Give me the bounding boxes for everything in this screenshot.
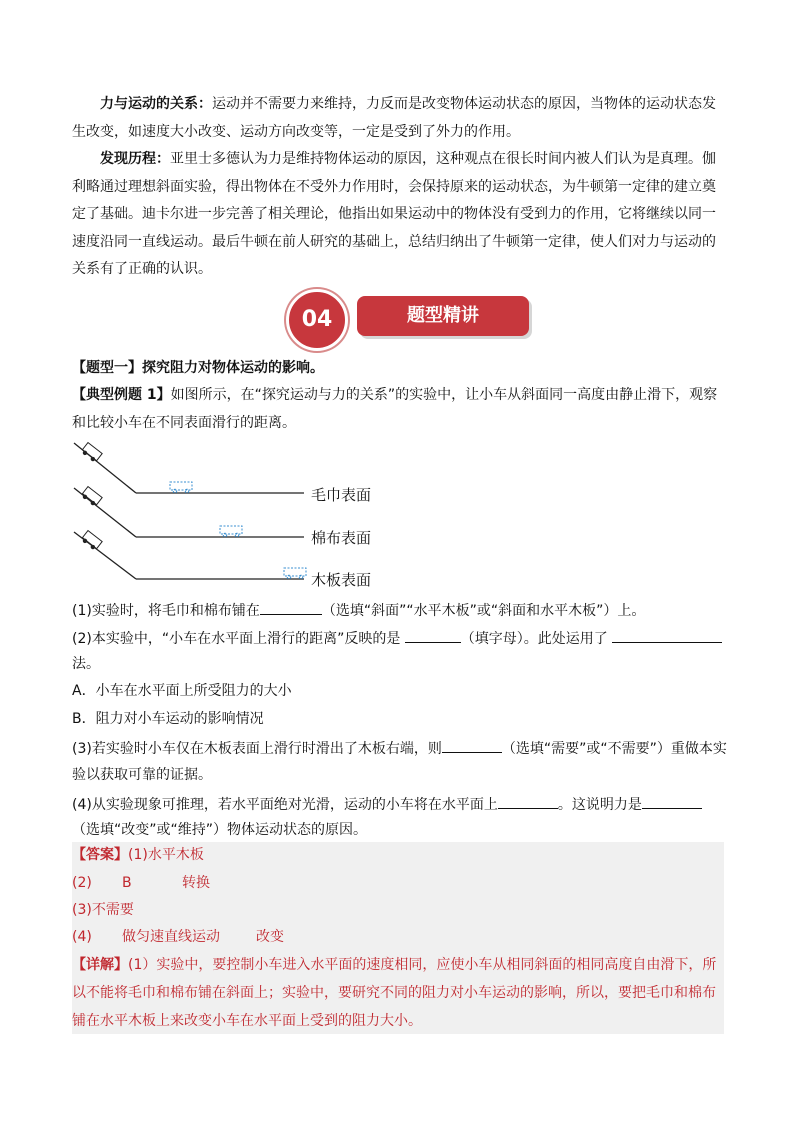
q2-answer-blank-2 — [612, 627, 722, 643]
ramp-incline-2 — [74, 488, 136, 537]
question-2-tail: 法。 — [72, 656, 100, 672]
detail-label: 【详解】 — [72, 957, 128, 973]
example-stem-line-2: 和比较小车在不同表面滑行的距离。 — [72, 415, 296, 431]
detail-line-1 — [72, 955, 716, 975]
car-on-ramp-1 — [80, 443, 102, 464]
intro-text-2: 亚里士多德认为力是维持物体运动的原因，这种观点在很长时间内被人们认为是真理。伽利略通过理想斜面实验，得出物体在不受外力作用时，会保持原来的运动状态，为牛顿第一定律的建立奠定了基础。迪卡尔进一步完善了相关理论，他指出如果运动中的物体没有受到力的作用，它将继续以同一速度沿同一直线运动。最后牛顿在前人研究的基础上，总结归纳出了牛顿第一定律，使人们对力与运动的关系有了正确的认识。 — [72, 151, 716, 277]
answer-2-num: (2) — [72, 875, 92, 891]
answer-line-4 — [72, 927, 372, 947]
example-stem-text-1: 如图所示，在“探究运动与力的关系”的实验中，让小车从斜面同一高度由静止滑下，观察 — [170, 387, 718, 403]
intro-label-2: 发现历程： — [100, 151, 170, 167]
question-4 — [72, 793, 702, 815]
q2-text-mid: （填字母）。此处运用了 — [460, 631, 608, 647]
intro-label-1: 力与运动的关系： — [100, 96, 212, 112]
label-towel-surface: 毛巾表面 — [311, 486, 372, 504]
car-on-ramp-2 — [80, 487, 102, 508]
q4-text-before: (4)从实验现象可推理，若水平面绝对光滑，运动的小车将在水平面上 — [72, 797, 498, 813]
car-stop-cotton — [220, 526, 242, 537]
answer-label: 【答案】 — [72, 847, 128, 863]
car-stop-towel — [170, 482, 192, 493]
option-b: B．阻力对小车运动的影响情况 — [72, 711, 264, 727]
q3-answer-blank — [442, 737, 502, 753]
intro-paragraph-2 — [72, 146, 724, 284]
question-3-tail: 验以获取可靠的证据。 — [72, 767, 212, 783]
answer-line-2 — [72, 873, 210, 893]
answer-4-num: (4) — [72, 929, 92, 945]
q4-answer-blank-2 — [642, 793, 702, 809]
q2-text-before: (2)本实验中，“小车在水平面上滑行的距离”反映的是 — [72, 631, 401, 647]
answer-line-3: (3)不需要 — [72, 902, 134, 918]
car-on-ramp-3 — [80, 531, 102, 552]
question-3 — [72, 737, 727, 759]
label-wood-surface: 木板表面 — [311, 571, 372, 589]
q3-text-before: (3)若实验时小车仅在木板表面上滑行时滑出了木板右端，则 — [72, 741, 442, 757]
answer-4-value-2: 改变 — [256, 929, 284, 945]
example-stem-line-1 — [72, 385, 717, 405]
detail-line-3: 铺在水平木板上来改变小车在水平面上受到的阻力大小。 — [72, 1013, 422, 1029]
question-2 — [72, 627, 722, 649]
option-a: A．小车在水平面上所受阻力的大小 — [72, 683, 292, 699]
car-stop-wood — [284, 568, 306, 579]
q2-answer-blank-1 — [405, 627, 461, 643]
question-4-tail: （选填“改变”或“维持”）物体运动状态的原因。 — [72, 822, 368, 838]
section-title-banner: 题型精讲 — [357, 296, 529, 336]
ramp-incline-3 — [74, 532, 136, 579]
q1-text-after: （选填“斜面”“水平木板”或“斜面和水平木板”）上。 — [321, 603, 646, 619]
intro-paragraph-1 — [72, 91, 724, 146]
q3-text-after: （选填“需要”或“不需要”）重做本实 — [501, 741, 727, 757]
q4-answer-blank-1 — [498, 793, 558, 809]
question-type-title: 【题型一】探究阻力对物体运动的影响。 — [72, 360, 324, 376]
answer-2-value-1: B — [122, 875, 132, 891]
answer-line-1 — [72, 845, 204, 865]
answer-1: (1)水平木板 — [128, 847, 204, 863]
section-number-badge: 04 — [286, 289, 348, 351]
example-label: 【典型例题 1】 — [72, 387, 171, 403]
detail-line-2: 以不能将毛巾和棉布铺在斜面上；实验中，要研究不同的阻力对小车运动的影响，所以，要把毛巾和棉布 — [72, 985, 716, 1001]
detail-text-1: (1）实验中，要控制小车进入水平面的速度相同，应使小车从相同斜面的相同高度自由滑下，所 — [128, 957, 717, 973]
question-1 — [72, 599, 645, 621]
q1-text-before: (1)实验时，将毛巾和棉布铺在 — [72, 603, 260, 619]
q1-answer-blank — [260, 599, 322, 615]
q4-text-mid: 。这说明力是 — [557, 797, 642, 813]
answer-2-value-2: 转换 — [182, 875, 210, 891]
answer-4-value-1: 做匀速直线运动 — [122, 929, 220, 945]
label-cotton-surface: 棉布表面 — [311, 529, 372, 547]
intro-text-1: 运动并不需要力来维持，力反而是改变物体运动状态的原因，当物体的运动状态发生改变，如速度大小改变、运动方向改变等，一定是受到了外力的作用。 — [72, 96, 716, 140]
